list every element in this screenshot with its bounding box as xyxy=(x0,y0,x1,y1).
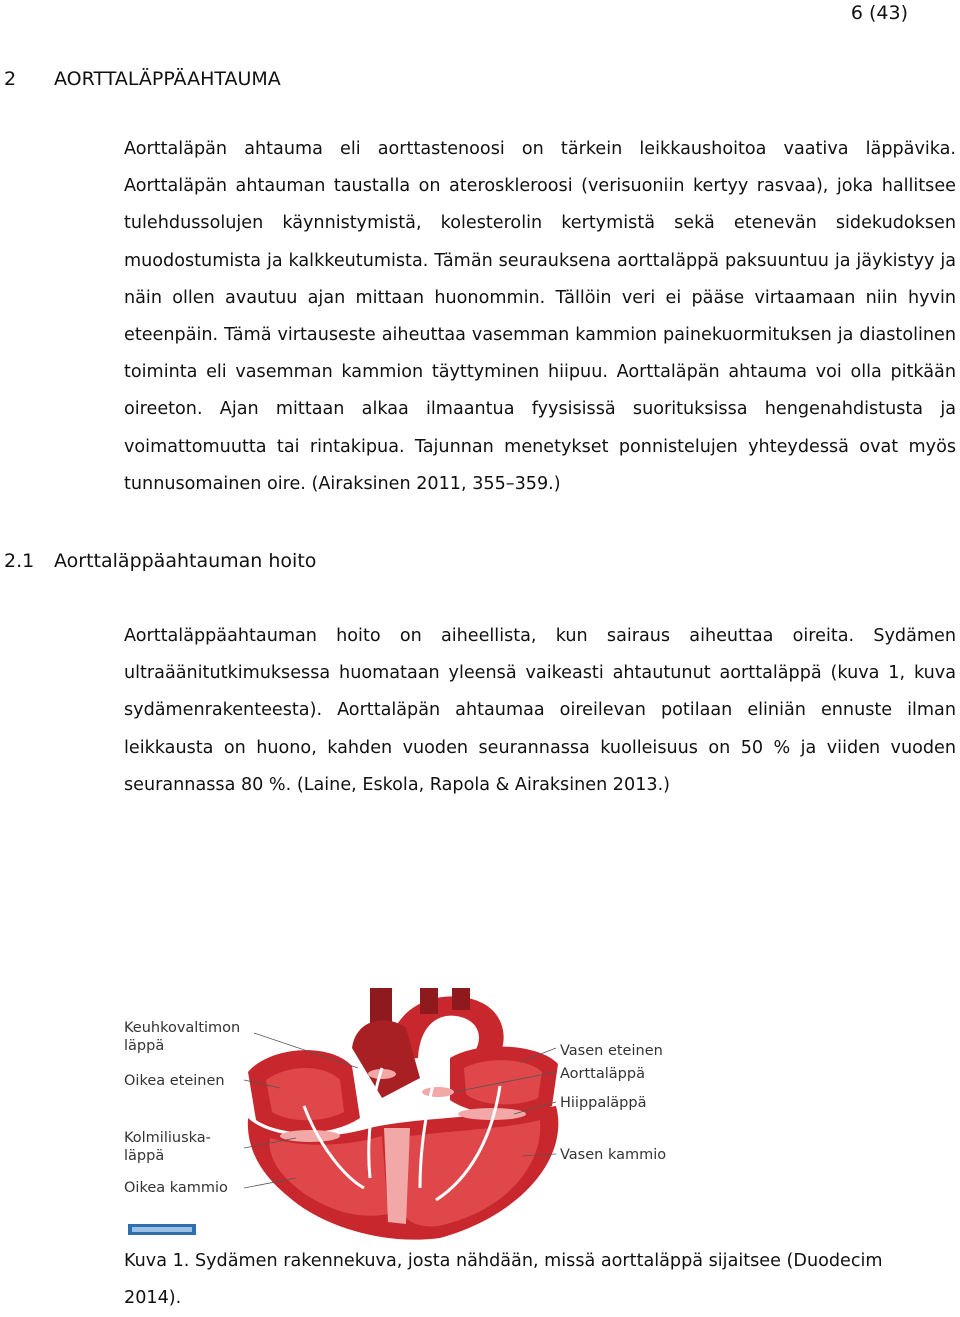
subsection-number: 2.1 xyxy=(4,550,35,572)
subsection-title: Aorttaläppäahtauman hoito xyxy=(54,550,317,572)
label-oikea-kammio: Oikea kammio xyxy=(124,1180,228,1196)
body-paragraph-2: Aorttaläppäahtauman hoito on aiheellista, kun sairaus aiheuttaa oireita. Sydämen ultraäänitutkimuksessa huomataan yleensä vaikeasti ahtautunut aorttaläppä (kuva 1, kuva sydämenrakenteesta). Aorttaläpän ahtaumaa oireilevan potilaan eliniän ennuste ilman leikkausta on huono, kahden vuoden seurannassa kuolleisuus on 50 % ja viiden vuoden seurannassa 80 %. (Laine, Eskola, Rapola & Airaksinen 2013.) xyxy=(124,626,956,795)
heart-diagram xyxy=(120,988,680,1240)
subsection-heading xyxy=(4,550,316,572)
label-hiippalappa: Hiippaläppä xyxy=(560,1095,647,1111)
tricuspid-valve xyxy=(280,1130,340,1142)
label-keuhkovaltimon: Keuhkovaltimon xyxy=(124,1020,241,1036)
page-number: 6 (43) xyxy=(850,2,908,24)
label-lappa-1: läppä xyxy=(124,1038,165,1054)
vessel-top-mid xyxy=(420,988,438,1014)
figure-caption: Kuva 1. Sydämen rakennekuva, josta nähdään, missä aorttaläppä sijaitsee (Duodecim 2014). xyxy=(124,1251,883,1308)
label-aorttalappa: Aorttaläppä xyxy=(560,1066,645,1082)
label-oikea-eteinen: Oikea eteinen xyxy=(124,1073,225,1089)
aortic-valve xyxy=(422,1087,454,1097)
septum xyxy=(384,1128,410,1224)
section-number: 2 xyxy=(4,68,17,90)
label-lappa-2: läppä xyxy=(124,1148,165,1164)
duodecim-logo-detail xyxy=(132,1227,192,1232)
section-title: AORTTALÄPPÄAHTAUMA xyxy=(54,68,281,90)
label-vasen-eteinen: Vasen eteinen xyxy=(560,1043,663,1059)
heart-diagram-svg xyxy=(120,988,680,1240)
label-kolmiliuska: Kolmiliuska- xyxy=(124,1130,211,1146)
vessel-top-right xyxy=(452,988,470,1010)
section-heading xyxy=(4,68,281,90)
body-paragraph-1: Aorttaläpän ahtauma eli aorttastenoosi on tärkein leikkaushoitoa vaativa läppävika. Aorttaläpän ahtauman taustalla on ateroskleroosi (verisuoniin kertyy rasvaa), joka hallitsee tulehdussolujen käynnistymistä, kolesterolin kertymistä sekä etenevän sidekudoksen muodostumista ja kalkkeutumista. Tämän seurauksena aorttaläppä paksuuntuu ja jäykistyy ja näin ollen avautuu ajan mittaan huonommin. Tällöin veri ei pääse virtaamaan niin hyvin eteenpäin. Tämä virtauseste aiheuttaa vasemman kammion painekuormituksen ja diastolinen toiminta eli vasemman kammion täyttyminen hiipuu. Aorttaläpän ahtauma voi olla pitkään oireeton. Ajan mittaan alkaa ilmaantua fyysisissä suorituksissa hengenahdistusta ja voimattomuutta tai rintakipua. Tajunnan menetykset ponnistelujen yhteydessä ovat myös tunnusomainen oire. (Airaksinen 2011, 355–359.) xyxy=(124,139,956,494)
label-vasen-kammio: Vasen kammio xyxy=(560,1147,667,1163)
